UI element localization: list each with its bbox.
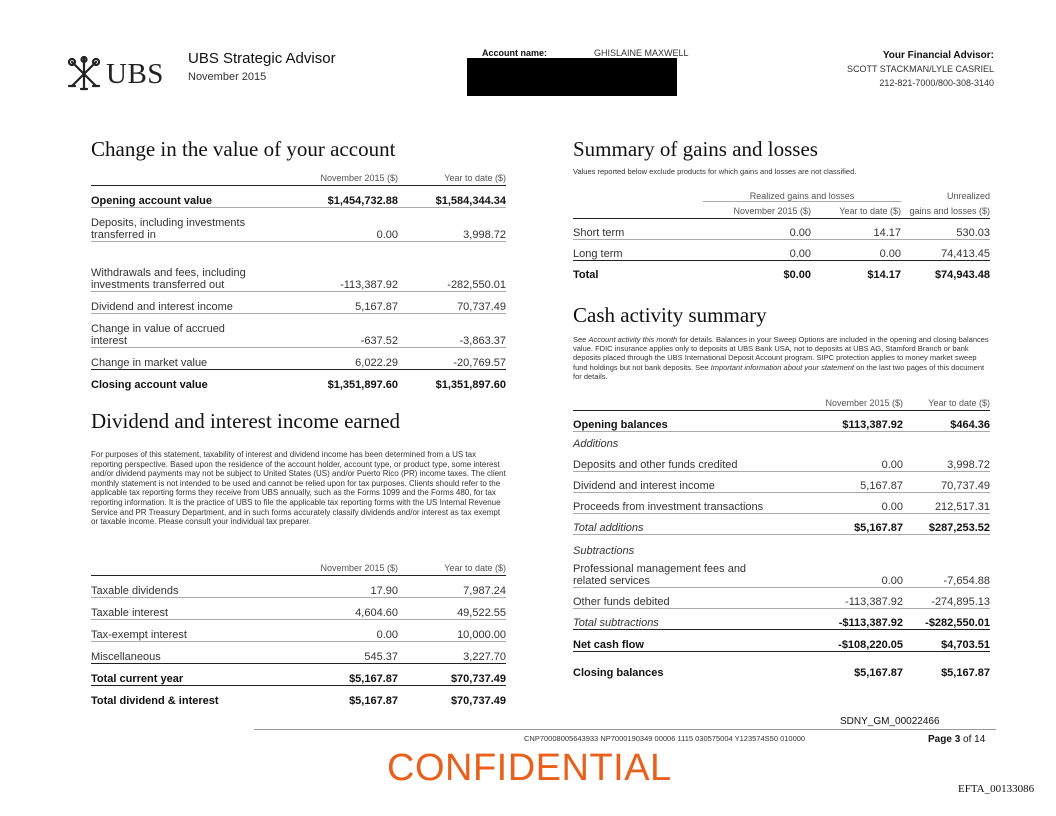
cell-value: 14.17 xyxy=(811,218,901,239)
row-label: Withdrawals and fees, including investments transferred out xyxy=(91,241,286,291)
unrealized-header: Unrealized xyxy=(946,191,990,201)
cell-value: 49,522.55 xyxy=(398,597,506,619)
row-label: Deposits and other funds credited xyxy=(573,450,793,471)
cell-value: $5,167.87 xyxy=(854,667,903,679)
page-label: Page xyxy=(928,734,952,745)
confidential-stamp: CONFIDENTIAL xyxy=(387,747,672,789)
col-header: Year to date ($) xyxy=(811,201,901,218)
cell-value: 545.37 xyxy=(286,641,398,663)
cell-value: 0.00 xyxy=(793,492,903,513)
cell-value: 530.03 xyxy=(901,218,990,239)
cell-value: 0.00 xyxy=(286,207,398,241)
row-label: Long term xyxy=(573,239,703,260)
cash-note-ref: Important information about your statement xyxy=(710,362,855,372)
brand-name: UBS xyxy=(106,57,164,90)
cell-value: -3,863.37 xyxy=(398,313,506,347)
cash-note xyxy=(573,335,990,381)
cell-value: 10,000.00 xyxy=(398,619,506,641)
cell-value: 74,413.45 xyxy=(901,239,990,260)
account-name-label: Account name: xyxy=(482,48,548,58)
efta-number: EFTA_00133086 xyxy=(958,783,1035,795)
cell-value: 0.00 xyxy=(286,619,398,641)
cell-value: -20,769.57 xyxy=(398,347,506,369)
cell-value: 5,167.87 xyxy=(286,291,398,313)
cell-value: -282,550.01 xyxy=(398,241,506,291)
cell-value: 70,737.49 xyxy=(398,291,506,313)
gains-note: Values reported below exclude products for which gains and losses are not classified. xyxy=(573,167,857,176)
row-label: Total current year xyxy=(91,663,286,685)
section-title-gains: Summary of gains and losses xyxy=(573,137,818,161)
cell-value: -7,654.88 xyxy=(903,557,990,587)
gains-table xyxy=(573,183,990,281)
row-label: Short term xyxy=(573,218,703,239)
cell-value: -637.52 xyxy=(286,313,398,347)
cash-note-ref: Account activity this month xyxy=(588,335,678,344)
row-label: Tax-exempt interest xyxy=(91,619,286,641)
realized-header: Realized gains and losses xyxy=(703,183,901,201)
cell-value: $1,351,897.60 xyxy=(435,379,506,391)
cell-value: $287,253.52 xyxy=(903,513,990,534)
footer-divider xyxy=(254,729,996,730)
section-title-cash: Cash activity summary xyxy=(573,303,767,327)
cell-value: -$282,550.01 xyxy=(903,608,990,629)
account-name: GHISLAINE MAXWELL xyxy=(594,48,689,58)
cell-value: 4,604.60 xyxy=(286,597,398,619)
cell-value: $0.00 xyxy=(783,269,811,281)
cell-value: $4,703.51 xyxy=(903,629,990,651)
cell-value: $74,943.48 xyxy=(934,269,990,281)
col-header: Year to date ($) xyxy=(903,393,990,410)
cell-value: 7,987.24 xyxy=(398,575,506,597)
dividend-table xyxy=(91,558,506,707)
row-label: Change in market value xyxy=(91,347,286,369)
row-label: Closing account value xyxy=(91,379,208,391)
section-title-change: Change in the value of your account xyxy=(91,137,396,161)
cell-value: -113,387.92 xyxy=(286,241,398,291)
cash-note-text: See xyxy=(573,335,589,344)
cell-value: 0.00 xyxy=(703,218,811,239)
row-label: Total subtractions xyxy=(573,608,793,629)
redaction-box xyxy=(467,58,677,96)
row-label: Total xyxy=(573,269,599,281)
group-label-subtractions: Subtractions xyxy=(573,545,635,557)
row-label: Dividend and interest income xyxy=(91,291,286,313)
cell-value: 70,737.49 xyxy=(903,471,990,492)
cell-value: $5,167.87 xyxy=(793,513,903,534)
cell-value: $5,167.87 xyxy=(286,663,398,685)
cell-value: $5,167.87 xyxy=(941,667,990,679)
cell-value: 0.00 xyxy=(703,239,811,260)
cell-value: 3,227.70 xyxy=(398,641,506,663)
row-label: Miscellaneous xyxy=(91,641,286,663)
cash-note-text: on the last two pages of this document for details. xyxy=(573,362,985,381)
col-header: November 2015 ($) xyxy=(286,558,398,575)
advisor-label: Your Financial Advisor: xyxy=(882,50,994,61)
bates-number: SDNY_GM_00022466 xyxy=(840,716,940,727)
page-indicator xyxy=(928,734,985,745)
cell-value: $14.17 xyxy=(867,269,901,281)
section-title-dividend: Dividend and interest income earned xyxy=(91,409,401,433)
col-header: Year to date ($) xyxy=(398,558,506,575)
cell-value: $70,737.49 xyxy=(398,663,506,685)
ubs-keys-icon xyxy=(66,56,102,92)
cell-value: 0.00 xyxy=(793,450,903,471)
row-label: Change in value of accrued interest xyxy=(91,313,286,347)
advisor-names: SCOTT STACKMAN/LYLE CASRIEL xyxy=(846,64,994,74)
col-header: November 2015 ($) xyxy=(286,168,398,185)
cell-value: 5,167.87 xyxy=(793,471,903,492)
row-label: Total additions xyxy=(573,513,793,534)
col-header: gains and losses ($) xyxy=(901,201,990,218)
col-header: November 2015 ($) xyxy=(703,201,811,218)
cell-value: -$113,387.92 xyxy=(793,608,903,629)
row-label: Taxable interest xyxy=(91,597,286,619)
cell-value: $5,167.87 xyxy=(349,695,398,707)
tax-disclosure-paragraph: For purposes of this statement, taxability of interest and dividend income has been determined from a US tax reporting perspective. Based upon the residence of the account holder, account type, or product type, some interest and/or dividend payments may not be subject to United States (US) and/or Puerto Rico (PR) income taxes. The client monthly statement is not intended to be used and cannot be relied upon for tax purposes. Clients should refer to the applicable tax reporting forms they receive from UBS annually, such as the Forms 1099 and the Forms 480, for tax reporting information. It is the practice of UBS to file the applicable tax reporting forms with the US Internal Revenue Service and PR Treasury Department, and in such forms accurately classify dividends and/or interest as tax exempt or taxable income. Please consult your individual tax preparer. xyxy=(91,450,506,527)
cell-value: $113,387.92 xyxy=(793,410,903,431)
cell-value: 3,998.72 xyxy=(398,207,506,241)
group-label-additions: Additions xyxy=(573,438,619,450)
cell-value: $1,351,897.60 xyxy=(327,379,398,391)
row-label: Total dividend & interest xyxy=(91,695,219,707)
cell-value: 0.00 xyxy=(811,239,901,260)
cell-value: 6,022.29 xyxy=(286,347,398,369)
statement-title: UBS Strategic Advisor xyxy=(188,50,336,67)
row-label: Proceeds from investment transactions xyxy=(573,492,793,513)
cell-value: $464.36 xyxy=(903,410,990,431)
row-label: Professional management fees and related services xyxy=(573,557,793,587)
ubs-logo xyxy=(66,56,164,92)
col-header: Year to date ($) xyxy=(398,168,506,185)
cell-value: 0.00 xyxy=(793,557,903,587)
cell-value: 212,517.31 xyxy=(903,492,990,513)
row-label: Closing balances xyxy=(573,667,664,679)
document-code: CNP70008005643933 NP7000190349 00006 1115 030575004 Y123574S50 010000 xyxy=(524,734,806,743)
cell-value: $70,737.49 xyxy=(450,695,506,707)
row-label: Other funds debited xyxy=(573,587,793,608)
row-label: Dividend and interest income xyxy=(573,471,793,492)
row-label: Net cash flow xyxy=(573,629,793,651)
statement-date: November 2015 xyxy=(188,71,267,83)
cash-note-text: for details. Balances in your Sweep Options are included in the opening and closing balances value. FDIC insurance applies only to deposits at UBS Bank USA, not to deposits at UBS AG, Stamford Branch or bank deposits placed through the UBS International Deposit Account program. SIPC protection applies to money market sweep fund holdings but not bank deposits. See xyxy=(573,335,989,372)
cell-value: $1,584,344.34 xyxy=(398,185,506,207)
cell-value: 3,998.72 xyxy=(903,450,990,471)
col-header: November 2015 ($) xyxy=(793,393,903,410)
change-table xyxy=(91,168,506,391)
cash-table xyxy=(573,393,990,679)
cell-value: $1,454,732.88 xyxy=(286,185,398,207)
cell-value: -$108,220.05 xyxy=(793,629,903,651)
page-total: of 14 xyxy=(963,734,986,745)
cell-value: -113,387.92 xyxy=(793,587,903,608)
row-label: Opening account value xyxy=(91,185,286,207)
cell-value: 17.90 xyxy=(286,575,398,597)
advisor-phone: 212-821-7000/800-308-3140 xyxy=(879,78,994,88)
cell-value: -274,895.13 xyxy=(903,587,990,608)
row-label: Taxable dividends xyxy=(91,575,286,597)
row-label: Opening balances xyxy=(573,410,793,431)
row-label: Deposits, including investments transferred in xyxy=(91,207,286,241)
page-number: 3 xyxy=(954,734,961,745)
